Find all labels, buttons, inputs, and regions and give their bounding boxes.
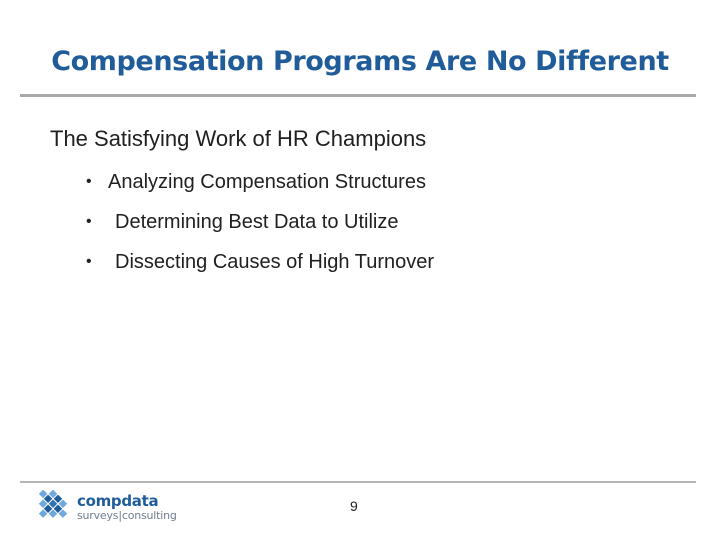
page-number: 9	[350, 498, 358, 514]
bullet-icon: •	[86, 253, 92, 270]
logo-tagline: surveys|consulting	[77, 509, 177, 522]
footer-divider	[20, 481, 696, 483]
compdata-logo-icon	[30, 490, 76, 526]
compdata-logo	[30, 490, 190, 526]
bullet-item	[86, 250, 434, 290]
logo-name: compdata	[77, 492, 159, 510]
slide-subtitle: The Satisfying Work of HR Champions	[50, 126, 427, 151]
bullet-text: Determining Best Data to Utilize	[115, 211, 399, 233]
bullet-text: Analyzing Compensation Structures	[108, 171, 426, 193]
bullet-item	[86, 170, 434, 210]
bullet-item	[86, 210, 434, 250]
bullet-text: Dissecting Causes of High Turnover	[115, 251, 435, 273]
slide-title: Compensation Programs Are No Different	[51, 46, 669, 77]
bullet-icon: •	[86, 213, 92, 230]
title-divider	[20, 94, 696, 97]
bullet-icon: •	[86, 173, 92, 190]
bullet-list	[86, 170, 434, 290]
